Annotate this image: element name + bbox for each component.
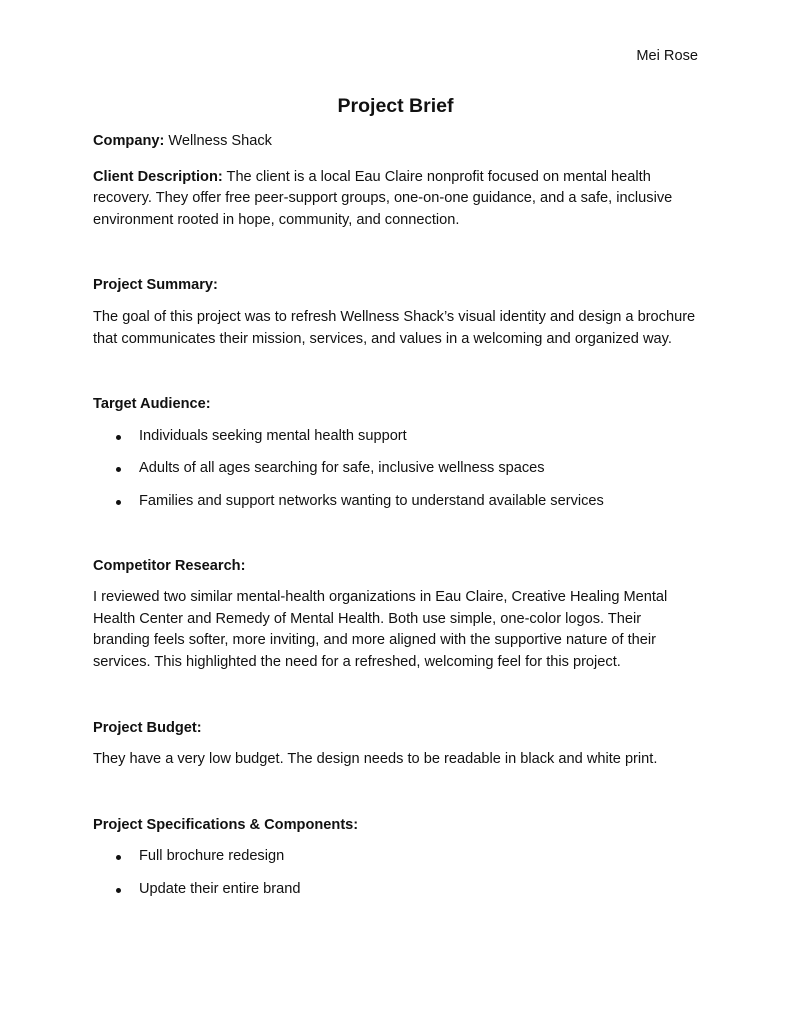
list-item-text: Individuals seeking mental health support	[139, 427, 407, 444]
project-summary-text: The goal of this project was to refresh Wellness Shack’s visual identity and design a brochure that communicates their mission, services, and values in a welcoming and organized way.	[93, 308, 696, 347]
document-body	[93, 131, 698, 943]
list-item	[93, 426, 698, 448]
bullet-icon	[116, 888, 121, 893]
page-title: Project Brief	[337, 95, 454, 117]
list-item	[93, 491, 698, 513]
client-description-text: The client is a local Eau Claire nonprofit focused on mental health recovery. They offer free peer-support groups, one-on-one guidance, and a safe, inclusive environment rooted in hope, community, and connection.	[93, 168, 673, 228]
list-item-text: Full brochure redesign	[139, 848, 285, 865]
client-description-label: Client Description:	[93, 168, 223, 185]
author-name: Mei Rose	[636, 48, 698, 64]
company-value: Wellness Shack	[168, 133, 272, 149]
list-item-text: Adults of all ages searching for safe, inclusive wellness spaces	[139, 460, 545, 477]
company-line	[93, 131, 698, 153]
list-item	[93, 846, 698, 868]
company-label: Company:	[93, 133, 165, 149]
list-item-text: Families and support networks wanting to understand available services	[139, 492, 604, 509]
project-budget-heading: Project Budget:	[93, 719, 202, 736]
specifications-list	[93, 846, 698, 900]
bullet-icon	[116, 500, 121, 505]
target-audience-list	[93, 426, 698, 513]
list-item	[93, 879, 698, 901]
project-budget-text: They have a very low budget. The design needs to be readable in black and white print.	[93, 751, 658, 768]
specifications-heading: Project Specifications & Components:	[93, 816, 359, 833]
bullet-icon	[116, 435, 121, 440]
bullet-icon	[116, 855, 121, 860]
project-summary-heading: Project Summary:	[93, 277, 218, 294]
list-item	[93, 458, 698, 480]
bullet-icon	[116, 467, 121, 472]
competitor-research-text: I reviewed two similar mental-health organizations in Eau Claire, Creative Healing Mental Health Center and Remedy of Mental Health. Both use simple, one-color logos. Their branding feels softer, more inviting, and more aligned with the supportive nature of their services. This highlighted the need for a refreshed, welcoming feel for this project.	[93, 589, 668, 670]
list-item-text: Update their entire brand	[139, 880, 301, 897]
competitor-research-heading: Competitor Research:	[93, 557, 246, 574]
client-description	[93, 167, 698, 232]
target-audience-heading: Target Audience:	[93, 396, 211, 413]
